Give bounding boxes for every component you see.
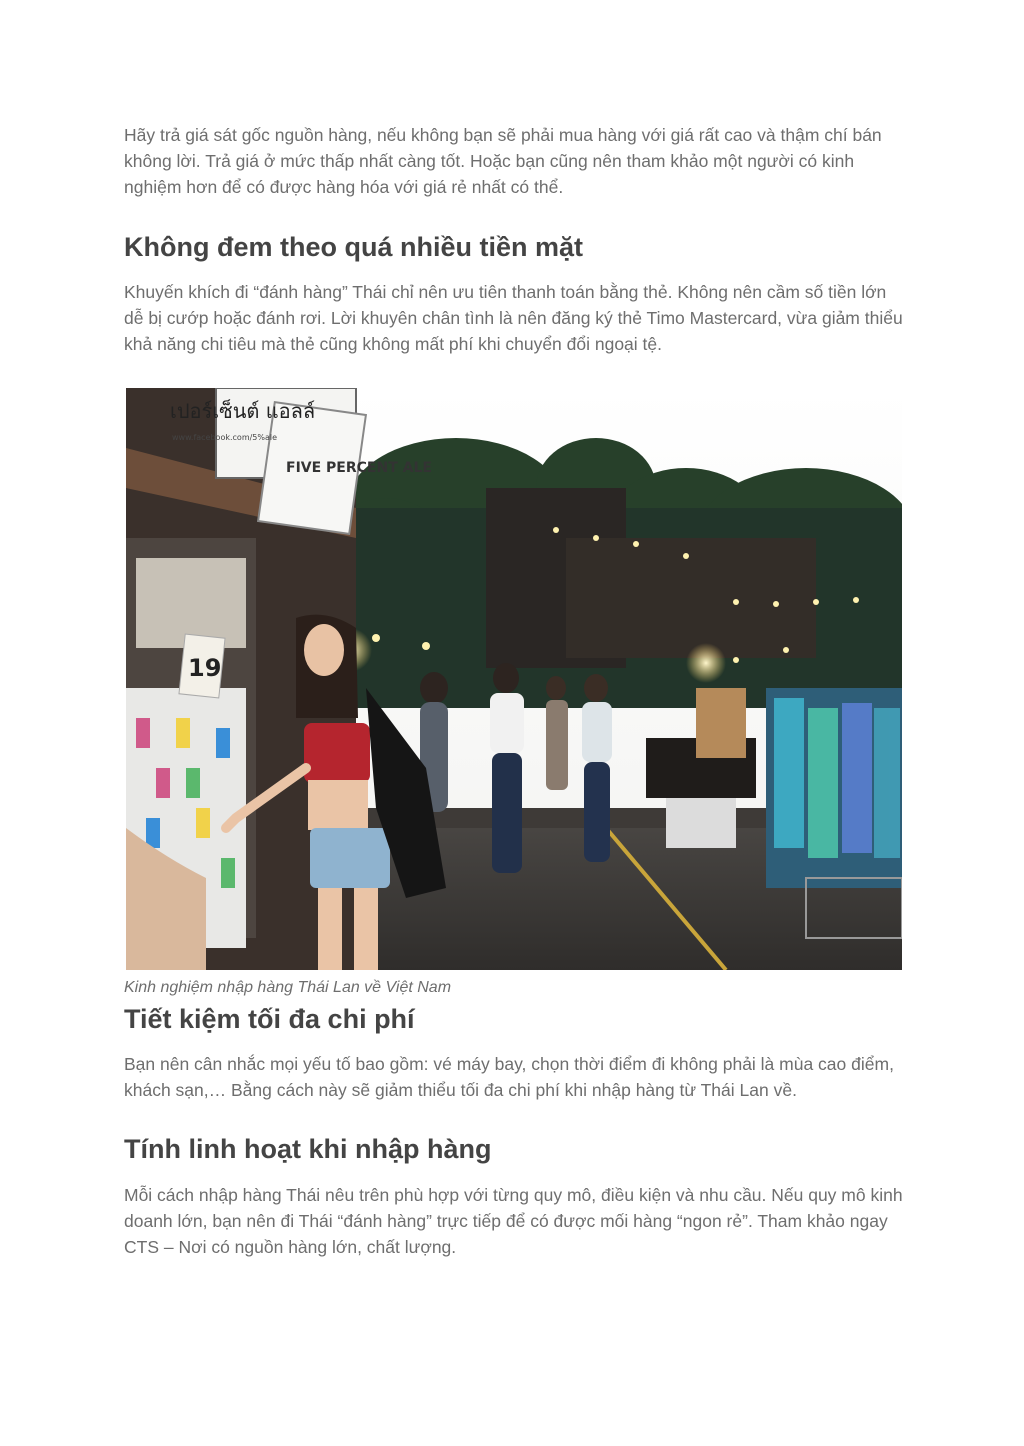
sign-en-text: FIVE PERCENT ALE (286, 460, 432, 476)
night-market-illustration (126, 388, 902, 970)
heading-cash: Không đem theo quá nhiều tiền mặt (124, 232, 583, 262)
cost-paragraph: Bạn nên cân nhắc mọi yếu tố bao gồm: vé máy bay, chọn thời điểm đi không phải là mùa cao điểm, khách sạn,… Bằng cách này sẽ giảm thiểu tối đa chi phí khi nhập hàng từ Thái Lan về. (124, 1054, 894, 1100)
sign-thai-text: เปอร์เซ็นต์ แอลล์ (170, 399, 316, 423)
flex-paragraph: Mỗi cách nhập hàng Thái nêu trên phù hợp với từng quy mô, điều kiện và nhu cầu. Nếu quy mô kinh doanh lớn, bạn nên đi Thái “đánh hàng” trực tiếp để có được mối hàng “ngon rẻ”. Tham khảo ngay CTS – Nơi có nguồn hàng lớn, chất lượng. (124, 1185, 903, 1257)
figure-caption: Kinh nghiệm nhập hàng Thái Lan về Việt Nam (124, 979, 452, 996)
market-photo (126, 388, 902, 970)
heading-flex: Tính linh hoạt khi nhập hàng (124, 1134, 492, 1164)
intro-paragraph: Hãy trả giá sát gốc nguồn hàng, nếu không bạn sẽ phải mua hàng với giá rất cao và thậm chí bán không lời. Trả giá ở mức thấp nhất càng tốt. Hoặc bạn cũng nên tham khảo một người có kinh nghiệm hơn để có được hàng hóa với giá rẻ nhất có thể. (124, 125, 882, 197)
heading-cost: Tiết kiệm tối đa chi phí (124, 1004, 415, 1034)
sign-url-text: www.facebook.com/5%ale (172, 433, 278, 442)
stall-number: 19 (188, 654, 222, 682)
cash-paragraph: Khuyến khích đi “đánh hàng” Thái chỉ nên ưu tiên thanh toán bằng thẻ. Không nên cầm số tiền lớn dễ bị cướp hoặc đánh rơi. Lời khuyên chân tình là nên đăng ký thẻ Timo Mastercard, vừa giảm thiểu khả năng chi tiêu mà thẻ cũng không mất phí khi chuyển đổi ngoại tệ. (124, 282, 903, 354)
